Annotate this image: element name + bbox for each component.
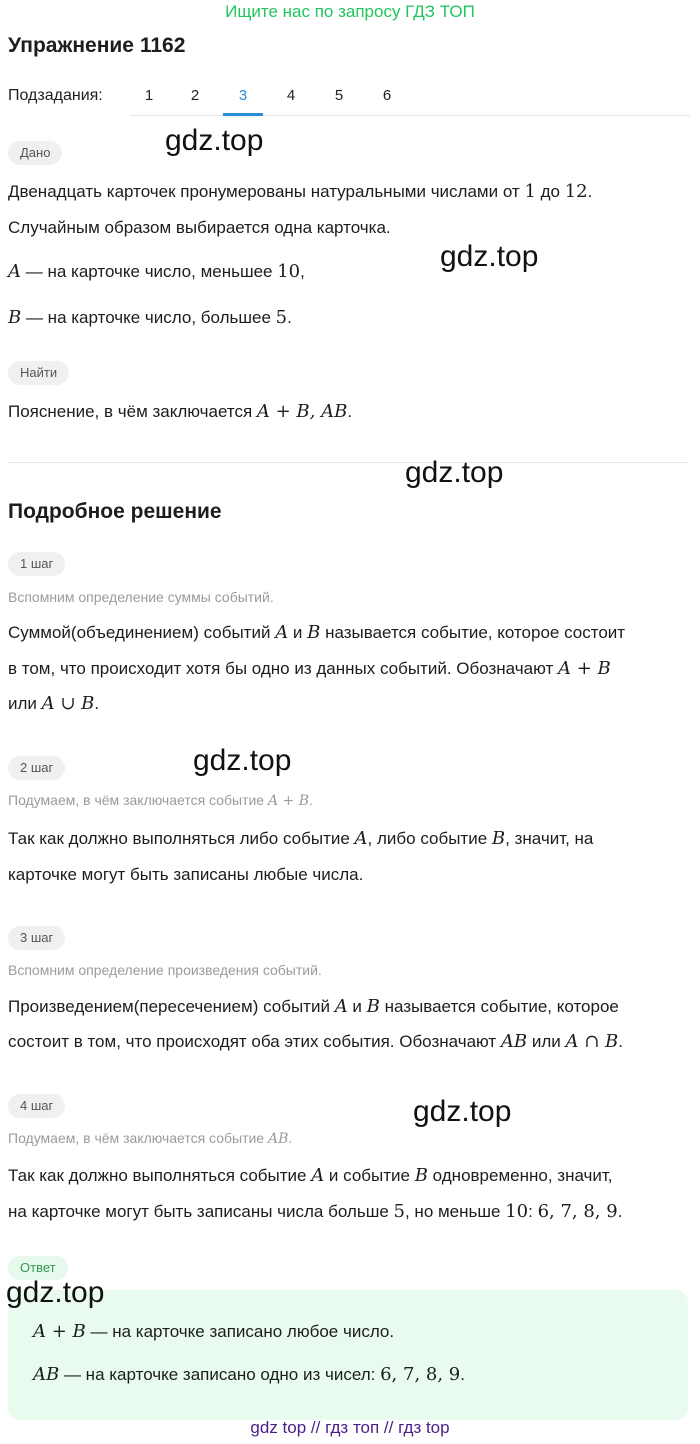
step-3-hint: Вспомним определение произведения событий. [8, 962, 322, 978]
page-title: Упражнение 1162 [8, 34, 186, 57]
find-text: Пояснение, в чём заключается A + B, AB. [8, 401, 353, 422]
step-4-badge: 4 шаг [8, 1094, 65, 1118]
given-line-3: A — на карточке число, меньшее 10, [8, 261, 305, 282]
tabs-divider [130, 115, 690, 116]
step-3-line-2: состоит в том, что происходят оба этих события. Обозначают AB или A ∩ B. [8, 1031, 624, 1052]
given-line-2: Случайным образом выбирается одна карточка. [8, 218, 391, 237]
subtask-tab-5[interactable]: 5 [334, 87, 344, 104]
watermark: gdz.top [165, 124, 264, 157]
step-4-hint: Подумаем, в чём заключается событие AB. [8, 1130, 293, 1147]
given-badge: Дано [8, 141, 62, 165]
find-badge: Найти [8, 361, 69, 385]
step-3-line-1: Произведением(пересечением) событий A и B называется событие, которое [8, 996, 619, 1017]
active-tab-indicator [223, 113, 263, 116]
step-2-line-2: карточке могут быть записаны любые числа. [8, 865, 364, 884]
step-4-line-1: Так как должно выполняться событие A и событие B одновременно, значит, [8, 1165, 613, 1186]
step-4-line-2: на карточке могут быть записаны числа больше 5, но меньше 10: 6, 7, 8, 9. [8, 1201, 623, 1222]
subtask-tab-6[interactable]: 6 [382, 87, 392, 104]
step-1-line-1: Суммой(объединением) событий A и B называется событие, которое состоит [8, 622, 626, 643]
solution-title: Подробное решение [8, 500, 222, 523]
subtask-tab-3[interactable]: 3 [238, 87, 248, 104]
watermark: gdz.top [440, 240, 539, 273]
step-1-hint: Вспомним определение суммы событий. [8, 589, 274, 605]
answer-box [8, 1290, 688, 1420]
watermark: gdz.top [405, 456, 504, 489]
watermark: gdz.top [6, 1276, 105, 1309]
step-2-badge: 2 шаг [8, 756, 65, 780]
watermark: gdz.top [193, 744, 292, 777]
step-2-line-1: Так как должно выполняться либо событие A, либо событие B, значит, на [8, 828, 594, 849]
subtask-tab-2[interactable]: 2 [190, 87, 200, 104]
given-line-4: B — на карточке число, большее 5. [8, 307, 292, 328]
step-3-badge: 3 шаг [8, 926, 65, 950]
step-1-line-3: или A ∪ B. [8, 693, 100, 714]
answer-badge: Ответ [8, 1256, 68, 1280]
given-line-1: Двенадцать карточек пронумерованы натуральными числами от 1 до 12. [8, 181, 593, 202]
footer-links[interactable]: gdz top // гдз топ // гдз top [250, 1418, 450, 1437]
watermark: gdz.top [413, 1095, 512, 1128]
section-divider [8, 462, 688, 463]
search-banner: Ищите нас по запросу ГДЗ ТОП [225, 2, 475, 21]
subtask-tab-4[interactable]: 4 [286, 87, 296, 104]
answer-line-1: A + B — на карточке записано любое число. [33, 1321, 395, 1342]
step-1-line-2: в том, что происходит хотя бы одно из данных событий. Обозначают A + B [8, 658, 611, 679]
step-1-badge: 1 шаг [8, 552, 65, 576]
answer-line-2: AB — на карточке записано одно из чисел: 6, 7, 8, 9. [33, 1364, 465, 1385]
subtasks-label: Подзадания: [8, 87, 103, 104]
subtask-tab-1[interactable]: 1 [144, 87, 154, 104]
step-2-hint: Подумаем, в чём заключается событие A + B. [8, 792, 313, 809]
